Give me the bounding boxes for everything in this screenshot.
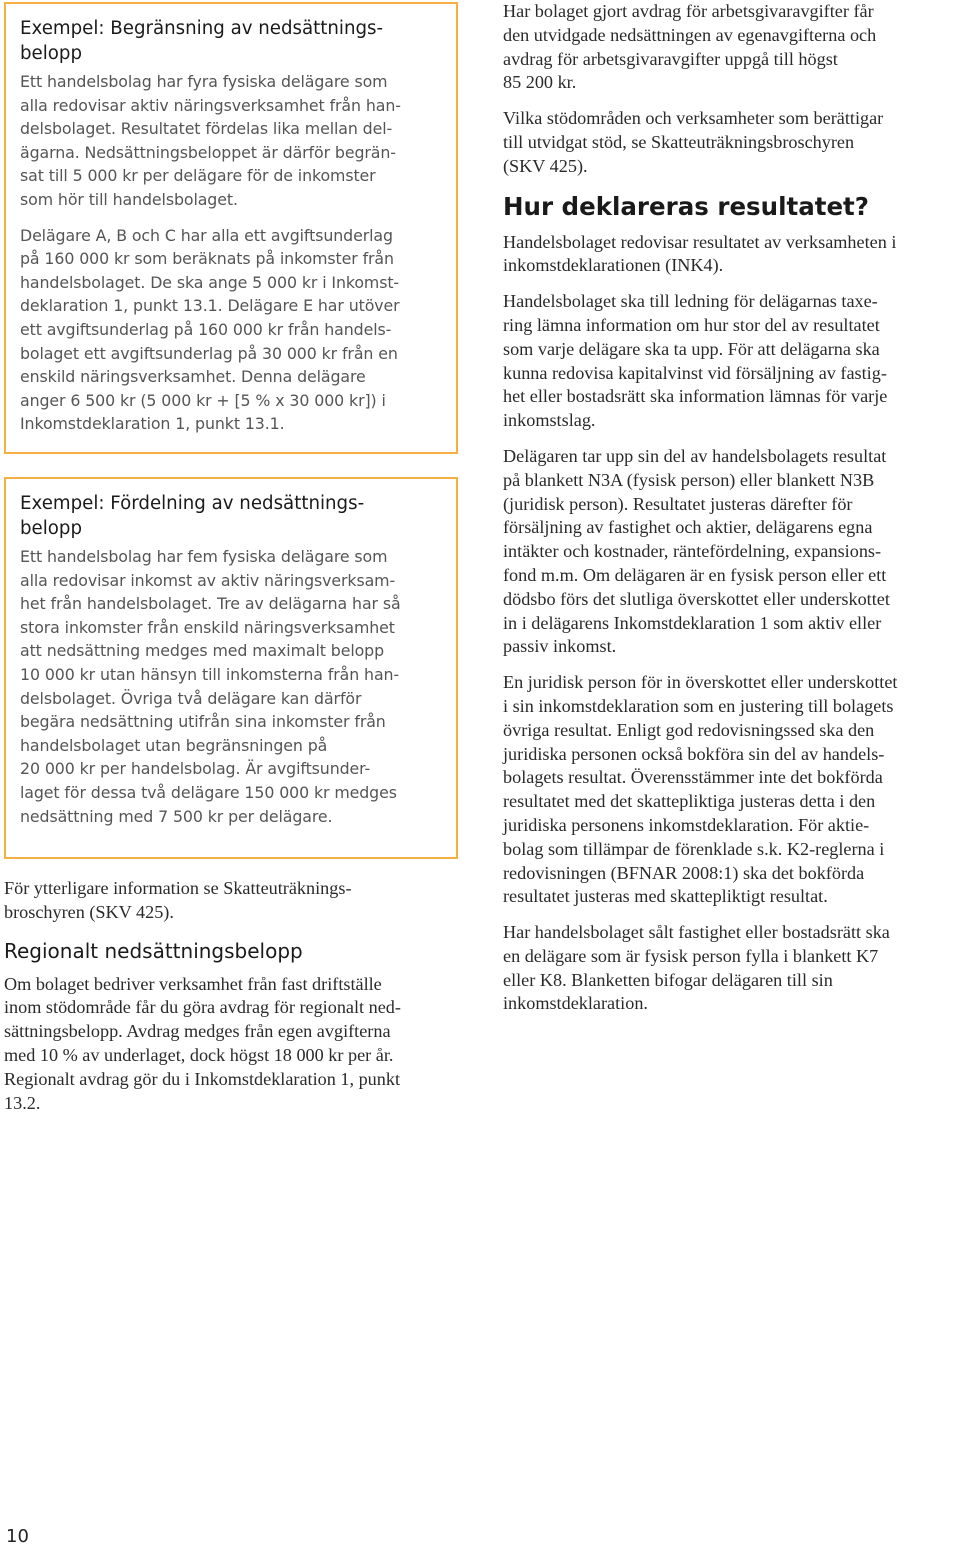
text-line: kunna redovisa kapitalvinst vid försäljning av fastig- xyxy=(503,362,887,383)
text-line: Delägaren tar upp sin del av handelsbolagets resultat xyxy=(503,445,887,466)
text-line: deklaration 1, punkt 13.1. Delägare E har utöver xyxy=(20,296,400,316)
text-line: intäkter och kostnader, räntefördelning, expansions- xyxy=(503,541,882,562)
text-line: passiv inkomst. xyxy=(503,636,617,657)
text-line: nedsättning med 7 500 kr per delägare. xyxy=(20,806,333,826)
text-line: handelsbolaget. De ska ange 5 000 kr i Inkomst- xyxy=(20,272,400,292)
text-line: enskild näringsverksamhet. Denna delägare xyxy=(20,367,366,387)
text-line: som hör till handelsbolaget. xyxy=(20,189,238,209)
text-line: inkomstslag. xyxy=(503,410,596,431)
paragraph-taxering xyxy=(503,290,955,433)
paragraph-k7-k8 xyxy=(503,921,955,1016)
paragraph-stodomraden xyxy=(503,107,955,178)
text-line: stora inkomster från enskild näringsverksamhet xyxy=(20,617,395,637)
text-line: het från handelsbolaget. Tre av delägarna har så xyxy=(20,594,401,614)
text-line: ring lämna information om hur stor del av resultatet xyxy=(503,314,880,335)
text-line: inkomstdeklaration. xyxy=(503,993,648,1014)
text-line: avdrag för arbetsgivaravgifter uppgå till högst xyxy=(503,48,838,69)
example-title-line: Exempel: Begränsning av nedsättnings- xyxy=(20,18,384,39)
text-line: bolag som tillämpar de förenklade s.k. K2-reglerna i xyxy=(503,838,885,859)
text-line: (juridisk person). Resultatet justeras därefter för xyxy=(503,493,853,514)
text-line: anger 6 500 kr (5 000 kr + [5 % x 30 000 kr]) i xyxy=(20,390,386,410)
text-line: Handelsbolaget redovisar resultatet av verksamheten i xyxy=(503,231,897,252)
text-line: laget för dessa två delägare 150 000 kr medges xyxy=(20,782,397,802)
text-line: Vilka stödområden och verksamheter som berättigar xyxy=(503,108,884,129)
text-line: Har bolaget gjort avdrag för arbetsgivaravgifter får xyxy=(503,1,874,21)
text-line: med 10 % av underlaget, dock högst 18 000 kr per år. xyxy=(4,1044,394,1065)
text-line: in i delägarens Inkomstdeklaration 1 som aktiv eller xyxy=(503,612,882,633)
regional-heading: Regionalt nedsättningsbelopp xyxy=(4,938,303,963)
text-line: delsbolaget. Resultatet fördelas lika mellan del- xyxy=(20,119,393,139)
text-line: resultatet med det skattepliktiga justeras detta i den xyxy=(503,791,876,812)
text-line: till utvidgat stöd, se Skatteuträkningsbroschyren xyxy=(503,131,855,152)
example-title-line: Exempel: Fördelning av nedsättnings- xyxy=(20,493,365,514)
text-line: dödsbo förs det slutliga överskottet eller underskottet xyxy=(503,588,890,609)
text-line: Inkomstdeklaration 1, punkt 13.1. xyxy=(20,414,285,434)
more-info-paragraph xyxy=(4,877,459,925)
text-line: juridiska personens inkomstdeklaration. För aktie- xyxy=(503,814,870,835)
text-line: som varje delägare ska ta upp. För att delägarna ska xyxy=(503,338,880,359)
text-line: Om bolaget bedriver verksamhet från fast driftställe xyxy=(4,973,382,994)
text-line: sättningsbelopp. Avdrag medges från egen avgifterna xyxy=(4,1021,391,1042)
text-line: Har handelsbolaget sålt fastighet eller bostadsrätt ska xyxy=(503,922,890,943)
text-line: fond m.m. Om delägaren är en fysisk person eller ett xyxy=(503,564,887,585)
right-column xyxy=(503,0,955,1028)
example-box-fordelning xyxy=(4,477,458,859)
example-box-begransning xyxy=(4,2,458,454)
text-line: Delägare A, B och C har alla ett avgiftsunderlag xyxy=(20,225,393,245)
text-line: (SKV 425). xyxy=(503,155,588,176)
text-line: juridiska personen också bokföra sin del av handels- xyxy=(503,743,885,764)
paragraph-ink4 xyxy=(503,231,955,279)
example-title-line: belopp xyxy=(20,43,83,64)
text-line: alla redovisar inkomst av aktiv näringsverksam- xyxy=(20,570,396,590)
regional-paragraph xyxy=(4,973,459,1116)
text-line: bolaget ett avgiftsunderlag på 30 000 kr från en xyxy=(20,343,398,363)
text-line: ägarna. Nedsättningsbeloppet är därför begrän- xyxy=(20,142,396,162)
text-line: bolagets resultat. Överensstämmer inte det bokförda xyxy=(503,767,883,788)
text-line: försäljning av fastighet och aktier, delägarens egna xyxy=(503,517,873,538)
text-line: handelsbolaget utan begränsningen på xyxy=(20,735,328,755)
text-line: på blankett N3A (fysisk person) eller blankett N3B xyxy=(503,469,875,490)
text-line: övriga resultat. Enligt god redovisningssed ska den xyxy=(503,719,875,740)
text-line: inkomstdeklarationen (INK4). xyxy=(503,255,724,276)
text-line: i sin inkomstdeklaration som en justering till bolagets xyxy=(503,695,894,716)
paragraph-n3a-n3b xyxy=(503,445,955,659)
text-line: att nedsättning medges med maximalt belopp xyxy=(20,641,385,661)
text-line: broschyren (SKV 425). xyxy=(4,901,174,922)
text-line: En juridisk person för in överskottet eller underskottet xyxy=(503,672,898,693)
text-line: den utvidgade nedsättningen av egenavgifterna och xyxy=(503,24,877,45)
example-title xyxy=(20,491,442,541)
text-line: sat till 5 000 kr per delägare för de inkomster xyxy=(20,166,376,186)
example-paragraph xyxy=(20,70,442,212)
text-line: alla redovisar aktiv näringsverksamhet från han- xyxy=(20,95,401,115)
example-paragraph xyxy=(20,545,442,828)
text-line: en delägare som är fysisk person fylla i blankett K7 xyxy=(503,945,879,966)
example-title xyxy=(20,16,442,66)
text-line: ett avgiftsunderlag på 160 000 kr från handels- xyxy=(20,319,392,339)
text-line: Handelsbolaget ska till ledning för delägarnas taxe- xyxy=(503,291,878,312)
text-line: För ytterligare information se Skatteuträknings- xyxy=(4,878,352,898)
example-paragraph xyxy=(20,224,442,436)
page-number: 10 xyxy=(6,1526,29,1547)
text-line: på 160 000 kr som beräknats på inkomster från xyxy=(20,249,394,269)
text-line: Ett handelsbolag har fyra fysiska delägare som xyxy=(20,72,388,91)
example-title-line: belopp xyxy=(20,518,83,539)
text-line: begära nedsättning utifrån sina inkomster från xyxy=(20,712,386,732)
declaration-heading: Hur deklareras resultatet? xyxy=(503,191,869,221)
text-line: resultatet justeras med skattepliktigt resultat. xyxy=(503,886,828,907)
text-line: delsbolaget. Övriga två delägare kan därför xyxy=(20,688,362,708)
text-line: inom stödområde får du göra avdrag för regionalt ned- xyxy=(4,997,401,1018)
text-line: eller K8. Blanketten bifogar delägaren till sin xyxy=(503,969,833,990)
text-line: 85 200 kr. xyxy=(503,72,577,93)
text-line: 13.2. xyxy=(4,1092,41,1113)
text-line: 20 000 kr per handelsbolag. Är avgiftsunder- xyxy=(20,759,371,779)
paragraph-juridisk-person xyxy=(503,671,955,909)
text-line: het eller bostadsrätt ska information lämnas för varje xyxy=(503,386,888,407)
text-line: Ett handelsbolag har fem fysiska delägare som xyxy=(20,547,388,566)
paragraph-arbetsgivaravgifter xyxy=(503,0,955,95)
text-line: Regionalt avdrag gör du i Inkomstdeklaration 1, punkt xyxy=(4,1068,401,1089)
text-line: redovisningen (BFNAR 2008:1) ska det bokförda xyxy=(503,862,865,883)
left-body-text xyxy=(4,877,459,1127)
text-line: 10 000 kr utan hänsyn till inkomsterna från han- xyxy=(20,664,400,684)
